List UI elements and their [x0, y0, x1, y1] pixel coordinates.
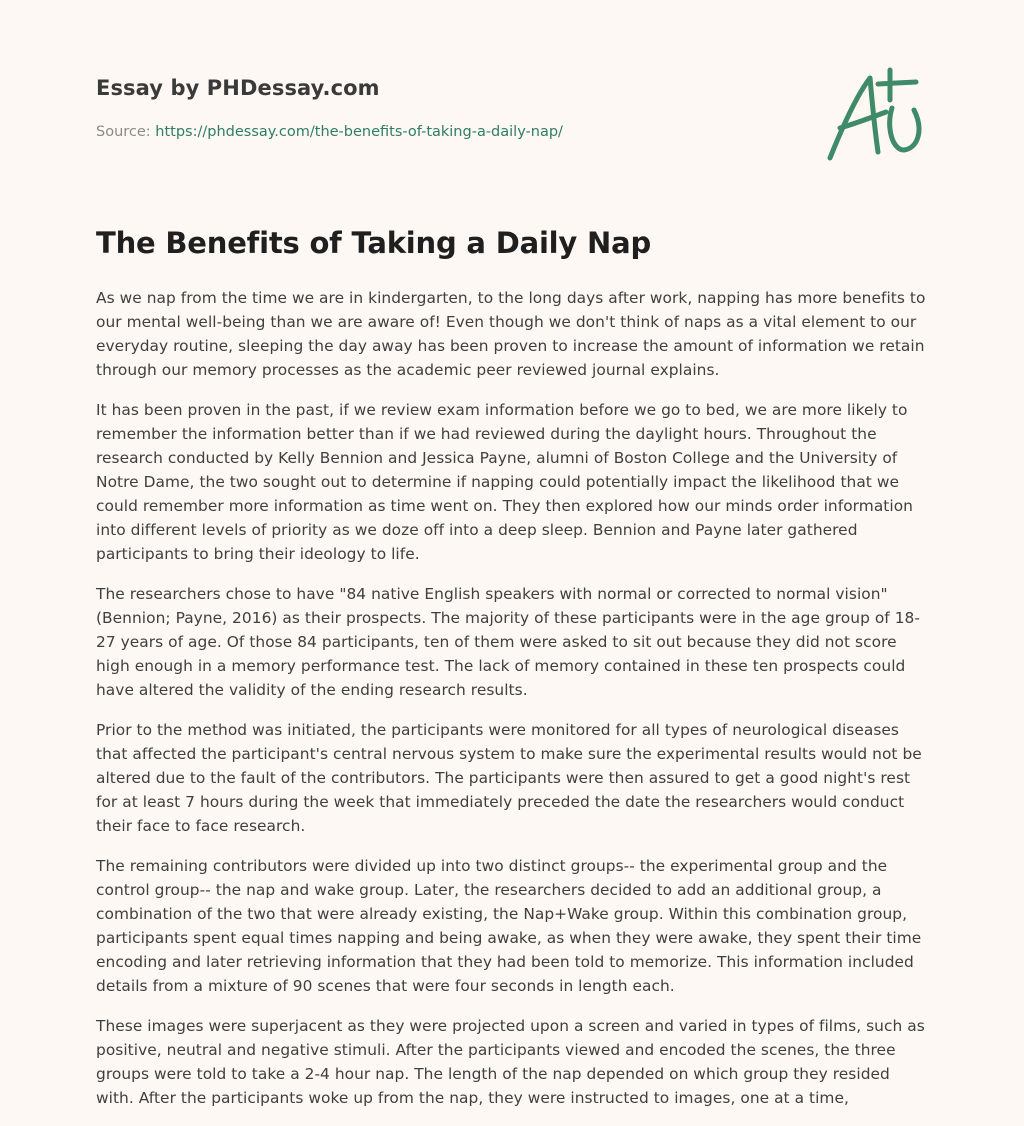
paragraph: Prior to the method was initiated, the participants were monitored for all types of neurological diseases that affected the participant's central nervous system to make sure the experimental results would not be altered due to the fault of the contributors. The participants were then assured to get a good night's rest for at least 7 hours during the week that immediately preceded the date the researchers would conduct their face to face research. — [96, 721, 922, 835]
source-label: Source: — [96, 124, 151, 140]
essay-title: The Benefits of Taking a Daily Nap — [96, 226, 652, 260]
paragraph: The researchers chose to have "84 native English speakers with normal or corrected to normal vision" (Bennion; Payne, 2016) as their prospects. The majority of these participants were in the age group of 18- 27 years of age. Of those 84 participants, ten of them were asked to sit out because they did not score high enough in a memory performance test. The lack of memory contained in these ten prospects could have altered the validity of the ending research results. — [96, 585, 920, 699]
source-link[interactable]: https://phdessay.com/the-benefits-of-taking-a-daily-nap/ — [155, 124, 563, 140]
source-line — [96, 124, 563, 140]
paragraph: The remaining contributors were divided up into two distinct groups-- the experimental group and the control group-- the nap and wake group. Later, the researchers decided to add an additional group, a combination of the two that were already existing, the Nap+Wake group. Within this combination group, participants spent equal times napping and being awake, as when they were awake, they spent their time encoding and later retrieving information that they had been told to memorize. This information included details from a mixture of 90 scenes that were four seconds in length each. — [96, 857, 922, 995]
brand-title: Essay by PHDessay.com — [96, 76, 380, 100]
essay-body — [96, 286, 932, 1126]
paragraph: These images were superjacent as they were projected upon a screen and varied in types of films, such as positive, neutral and negative stimuli. After the participants viewed and encoded the scenes, the three groups were told to take a 2-4 hour nap. The length of the nap depended on which group they resided with. After the participants woke up from the nap, they were instructed to images, one at a time, — [96, 1017, 925, 1107]
a-plus-logo-icon — [820, 66, 932, 166]
paragraph: As we nap from the time we are in kindergarten, to the long days after work, napping has more benefits to our mental well-being than we are aware of! Even though we don't think of naps as a vital element to our everyday routine, sleeping the day away has been proven to increase the amount of information we retain through our memory processes as the academic peer reviewed journal explains. — [96, 289, 926, 379]
paragraph: It has been proven in the past, if we review exam information before we go to bed, we are more likely to remember the information better than if we had reviewed during the daylight hours. Throughout the research conducted by Kelly Bennion and Jessica Payne, alumni of Boston College and the University of Notre Dame, the two sought out to determine if napping could potentially impact the likelihood that we could remember more information as time went on. They then explored how our minds order information into different levels of priority as we doze off into a deep sleep. Bennion and Payne later gathered participants to bring their ideology to life. — [96, 401, 913, 563]
